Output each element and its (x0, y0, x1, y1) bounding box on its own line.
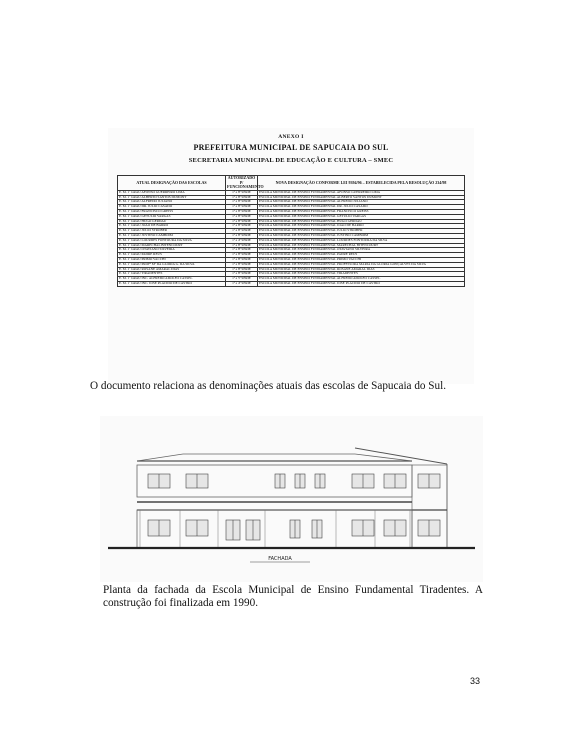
cell-current-name: E. M. 1º GRAU INC. ALFREDO ADOLFO CASSEL (118, 277, 226, 282)
facade-label: FACHADA (268, 556, 292, 562)
cell-new-name: ESCOLA MUNICIPAL DE ENSINO FUNDAMENTAL FRANCISCO GREISS (258, 209, 465, 214)
cell-current-name: E. M. 1º GRAU HUGO GERDAU (118, 219, 226, 224)
cell-new-name: ESCOLA MUNICIPAL DE ENSINO FUNDAMENTAL OTAVIANO SILVEIRA (258, 248, 465, 253)
cell-authorized: 1ª a 8ª SÉRIE (226, 262, 258, 267)
cell-current-name: E. M. 1º GRAU DR. JÚLIO CASADO (118, 205, 226, 210)
cell-new-name: ESCOLA MUNICIPAL DE ENSINO FUNDAMENTAL ROSANE AMARAL DIAS (258, 267, 465, 272)
cell-new-name: ESCOLA MUNICIPAL DE ENSINO FUNDAMENTAL JOÃO DE BARRO (258, 224, 465, 229)
cell-new-name: ESCOLA MUNICIPAL DE ENSINO FUNDAMENTAL AFONSO GUERREIRO LIMA (258, 190, 465, 195)
cell-new-name: ESCOLA MUNICIPAL DE ENSINO FUNDAMENTAL PRIMO VACCHI (258, 257, 465, 262)
cell-new-name: ESCOLA MUNICIPAL DE ENSINO FUNDAMENTAL DR. JÚLIO CASADO (258, 205, 465, 210)
annex-scan (108, 128, 474, 384)
page-number: 33 (470, 676, 481, 686)
cell-authorized: 1ª a 8ª SÉRIE (226, 248, 258, 253)
cell-authorized: 1ª a 8ª SÉRIE (226, 219, 258, 224)
annex-label: ANEXO I (278, 134, 304, 140)
cell-authorized: 1ª a 8ª SÉRIE (226, 267, 258, 272)
cell-authorized: 1ª a 8ª SÉRIE (226, 257, 258, 262)
cell-authorized: 1ª a 8ª SÉRIE (226, 233, 258, 238)
header-authorized: AUTORIZADO P/ FUNCIONAMENTO (227, 175, 264, 190)
cell-authorized: 1ª a 8ª SÉRIE (226, 214, 258, 219)
cell-current-name: E. M. 1º GRAU INC. JOSÉ PLÁCIDO DE CASTRO (118, 281, 226, 286)
cell-new-name: ESCOLA MUNICIPAL DE ENSINO FUNDAMENTAL JOSÉ PLÁCIDO DE CASTRO (258, 281, 465, 286)
schools-table (117, 175, 465, 287)
table-header-row (118, 176, 465, 191)
cell-authorized: 1ª a 8ª SÉRIE (226, 224, 258, 229)
cell-new-name: ESCOLA MUNICIPAL DE ENSINO FUNDAMENTAL JÚLIO STROBER (258, 229, 465, 234)
cell-current-name: E. M. 1º GRAU PRIMO VACCHI (118, 257, 226, 262)
cell-new-name: ESCOLA MUNICIPAL DE ENSINO FUNDAMENTAL JUSTINO CAMBOIM (258, 233, 465, 238)
cell-current-name: E. M. 1º GRAU PROFª Mª DA GLÓRIA G. DA SILVA (118, 262, 226, 267)
caption-facade: Planta da fachada da Escola Municipal de Ensino Fundamental Tiradentes. A construção foi finalizada em 1990. (103, 584, 483, 609)
cell-current-name: E. M. 1º GRAU FRANCISCO GREISS (118, 209, 226, 214)
cell-authorized: 1ª a 8ª SÉRIE (226, 200, 258, 205)
cell-authorized: 1ª a 4ª SÉRIE (226, 281, 258, 286)
cell-authorized: 1ª a 8ª SÉRIE (226, 229, 258, 234)
cell-current-name: E. M. 1º GRAU LOURDES FONTOURA DA SILVA (118, 238, 226, 243)
cell-current-name: E. M. 1º GRAU ROSANE AMARAL DIAS (118, 267, 226, 272)
header-current-name: ATUAL DESIGNAÇÃO DAS ESCOLAS (118, 176, 226, 191)
cell-new-name: ESCOLA MUNICIPAL DE ENSINO FUNDAMENTAL PROFESSORA MARIA DA GLÓRIA GONÇALVES DA SILVA (258, 262, 465, 267)
cell-new-name: ESCOLA MUNICIPAL DE ENSINO FUNDAMENTAL GETÚLIO VARGAS (258, 214, 465, 219)
cell-new-name: ESCOLA MUNICIPAL DE ENSINO FUNDAMENTAL MARECHAL BITENCOURT (258, 243, 465, 248)
cell-new-name: ESCOLA MUNICIPAL DE ENSINO FUNDAMENTAL PADRE REUS (258, 253, 465, 258)
cell-current-name: E. M. 1º GRAU JÚLIO STROBER (118, 229, 226, 234)
cell-current-name: E. M. 1º GRAU JOÃO DE BARRO (118, 224, 226, 229)
cell-authorized: 1ª a 4ª SÉRIE (226, 238, 258, 243)
table-row (118, 281, 465, 286)
cell-authorized: 1ª a 5ª SÉRIE (226, 277, 258, 282)
cell-authorized: 1ª a 8ª SÉRIE (226, 190, 258, 195)
cell-current-name: E. M. 1º GRAU TIRADENTES (118, 272, 226, 277)
cell-new-name: ESCOLA MUNICIPAL DE ENSINO FUNDAMENTAL TIRADENTES (258, 272, 465, 277)
cell-authorized: 1ª a 8ª SÉRIE (226, 243, 258, 248)
cell-authorized: 1ª a 8ª SÉRIE (226, 209, 258, 214)
cell-new-name: ESCOLA MUNICIPAL DE ENSINO FUNDAMENTAL ALFREDO ADOLFO CASSEL (258, 277, 465, 282)
cell-authorized: 1ª a 8ª SÉRIE (226, 195, 258, 200)
cell-current-name: E. M. 1º GRAU ALBERTO SANTOS DUMONT (118, 195, 226, 200)
cell-current-name: E. M. 1º GRAU ALFREDO JULIANO (118, 200, 226, 205)
cell-current-name: E. M. 1º GRAU AFONSO GUERREIRO LIMA (118, 190, 226, 195)
cell-authorized: 1ª a 8ª SÉRIE (226, 272, 258, 277)
cell-authorized: 1ª a 8ª SÉRIE (226, 205, 258, 210)
header-new-name: NOVA DESIGNAÇÃO CONFORME LEI 9394/96 – ESTABELECIDA PELA RESOLUÇÃO 234/98 (258, 176, 465, 191)
cell-new-name: ESCOLA MUNICIPAL DE ENSINO FUNDAMENTAL ALFREDO JULIANO (258, 200, 465, 205)
cell-current-name: E. M. 1º GRAU PADRE REUS (118, 253, 226, 258)
cell-new-name: ESCOLA MUNICIPAL DE ENSINO FUNDAMENTAL LOURDES FONTOURA DA SILVA (258, 238, 465, 243)
cell-authorized: 1ª a 8ª SÉRIE (226, 253, 258, 258)
cell-current-name: E. M. 1º GRAU OTAVIANO SILVEIRA (118, 248, 226, 253)
facade-drawing (100, 416, 483, 582)
annex-subtitle: SECRETARIA MUNICIPAL DE EDUCAÇÃO E CULTURA – SMEC (188, 157, 394, 164)
cell-current-name: E. M. 1º GRAU MARECHAL BITENCOURT (118, 243, 226, 248)
annex-title: PREFEITURA MUNICIPAL DE SAPUCAIA DO SUL (193, 143, 389, 152)
caption-table: O documento relaciona as denominações atuais das escolas de Sapucaia do Sul. (90, 380, 447, 392)
cell-current-name: E. M. 1º GRAU GETÚLIO VARGAS (118, 214, 226, 219)
cell-new-name: ESCOLA MUNICIPAL DE ENSINO FUNDAMENTAL ALBERTO SANTOS DUMONT (258, 195, 465, 200)
cell-new-name: ESCOLA MUNICIPAL DE ENSINO FUNDAMENTAL HUGO GERDAU (258, 219, 465, 224)
cell-current-name: E. M. 1º GRAU JUSTINO CAMBOIM (118, 233, 226, 238)
